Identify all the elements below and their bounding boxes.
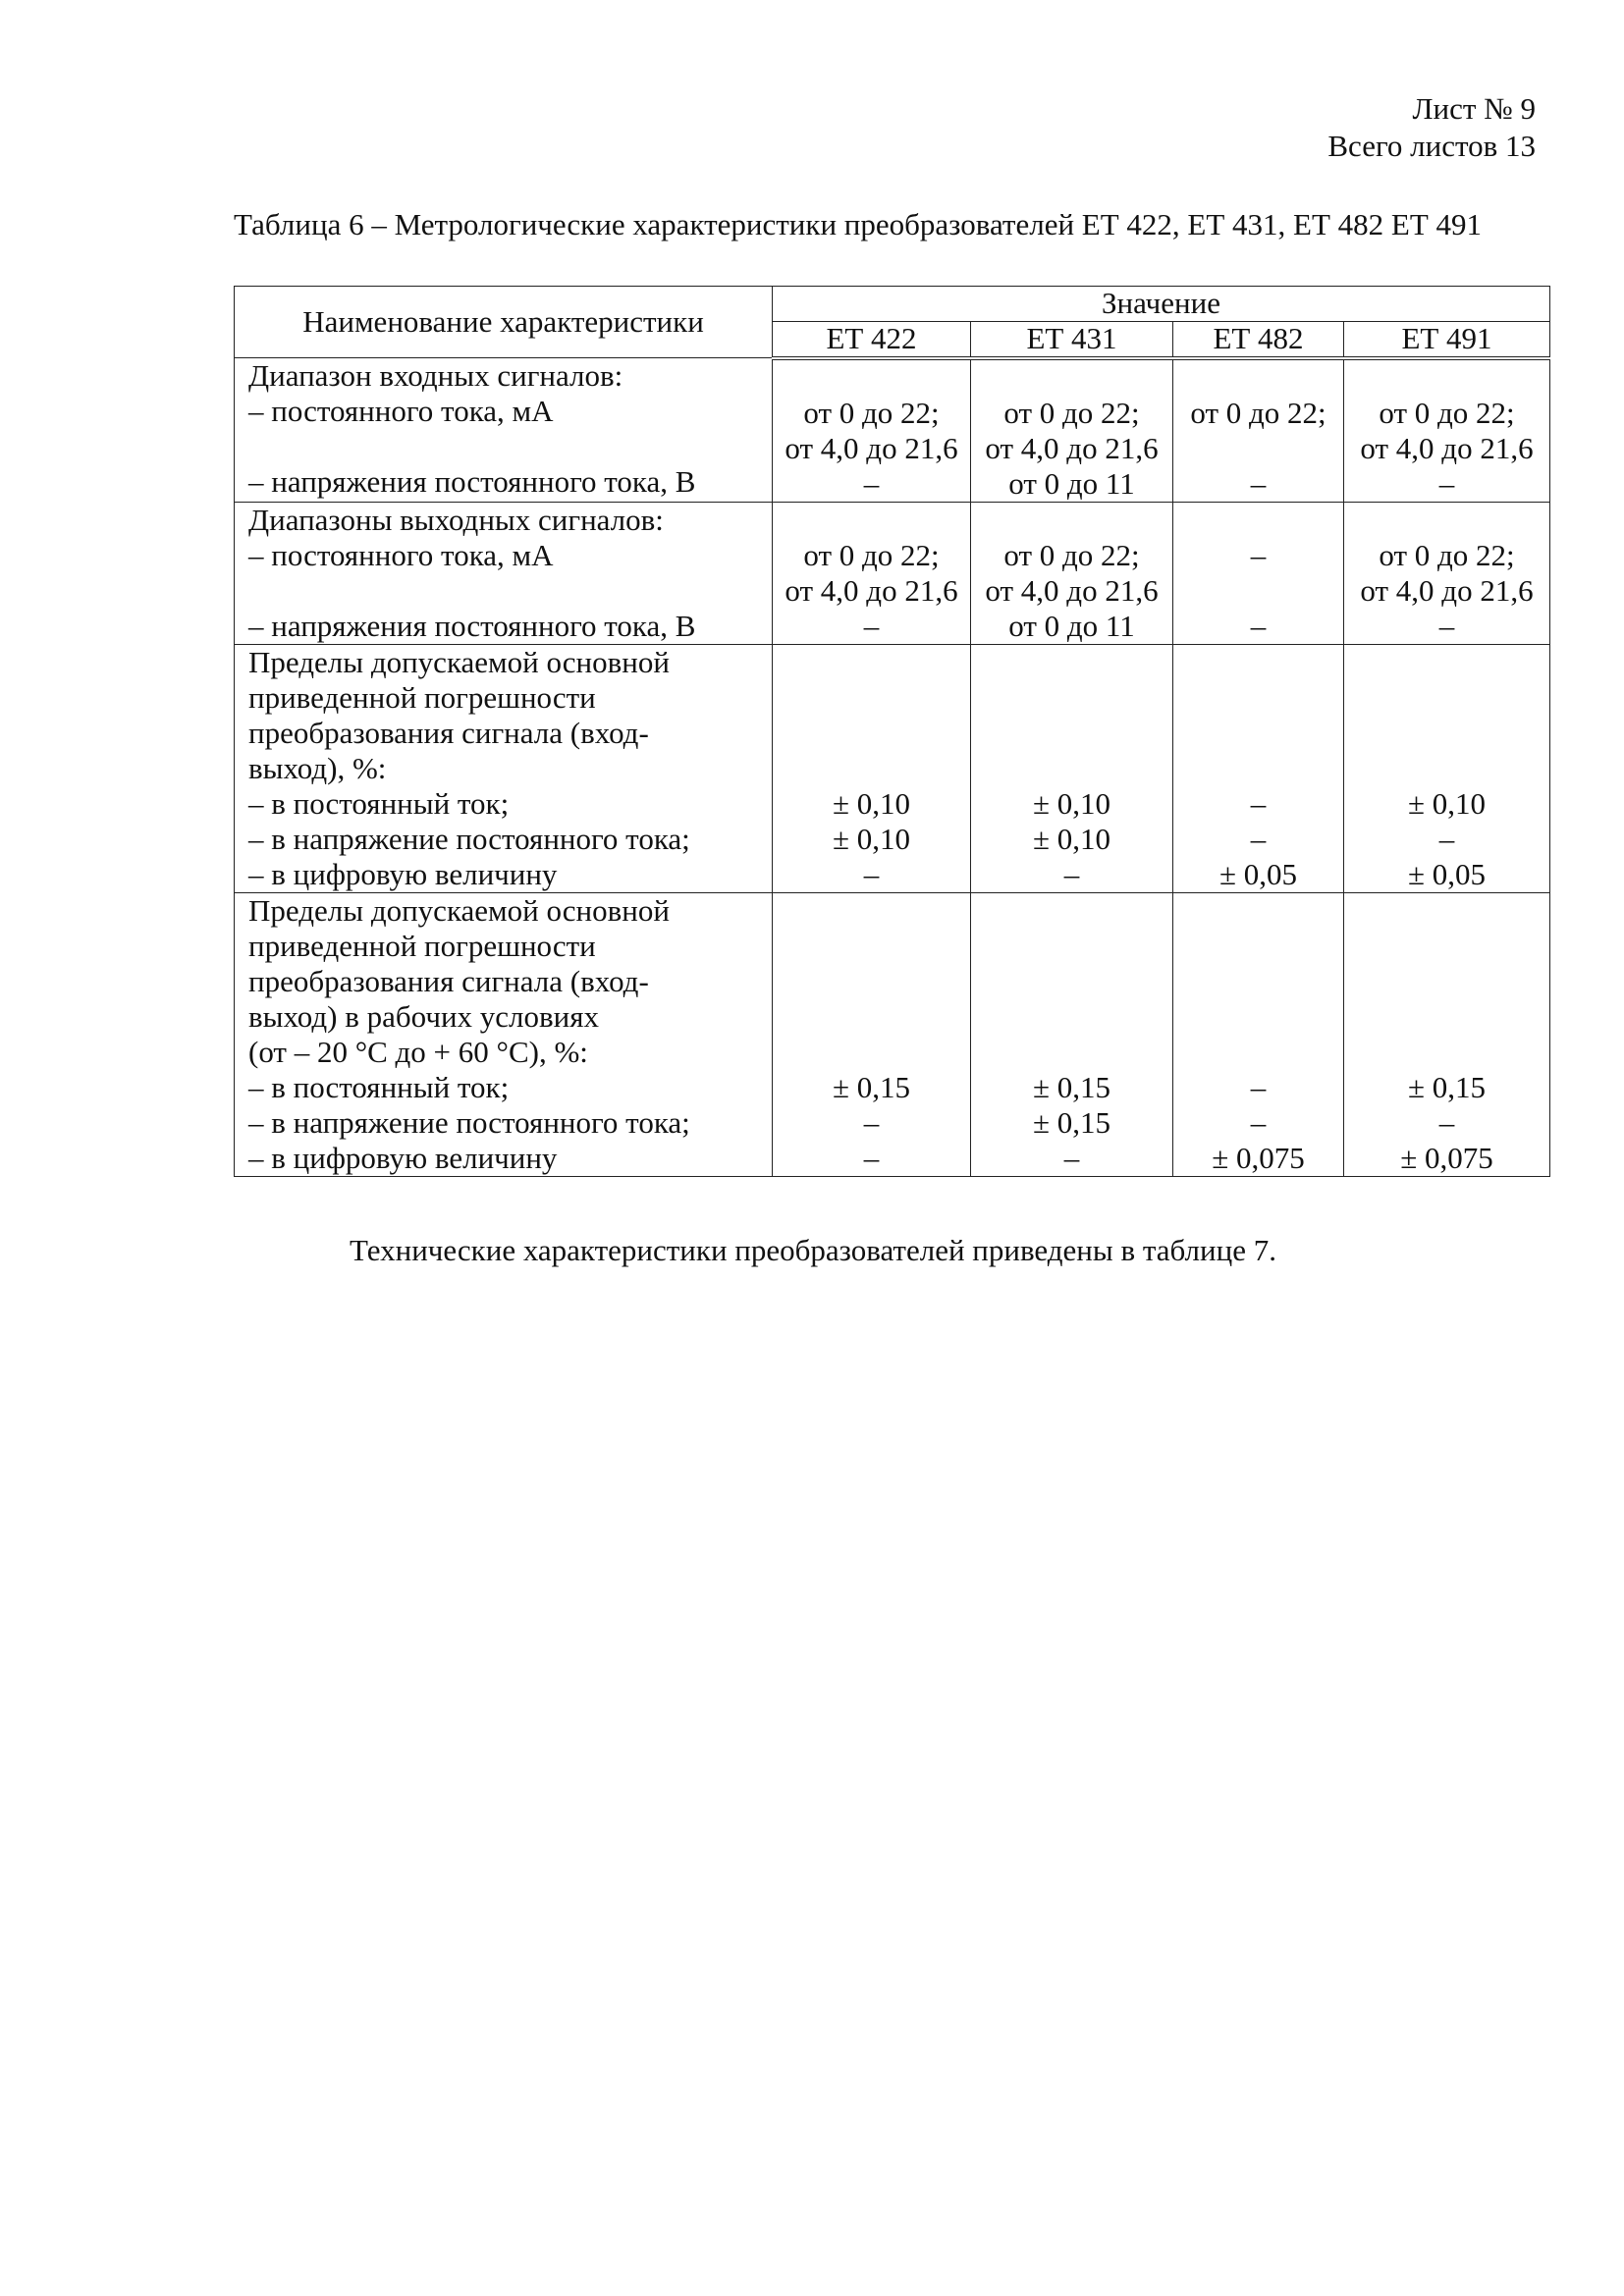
characteristic-line: – в постоянный ток;	[248, 785, 510, 821]
column-header-et431: ЕТ 431	[971, 321, 1173, 357]
value-line: от 0 до 11	[1008, 465, 1135, 501]
value-line: ± 0,15	[1407, 1069, 1486, 1104]
table-row	[235, 644, 1550, 892]
value-line: –	[863, 1140, 880, 1175]
value-line	[1344, 893, 1549, 929]
value-cell-et491	[1344, 644, 1550, 892]
value-line	[1344, 503, 1549, 538]
value-line: от 4,0 до 21,6	[985, 572, 1159, 608]
characteristic-line: – в цифровую величину	[248, 856, 558, 891]
characteristic-line: – в цифровую величину	[248, 1140, 558, 1175]
footer-note: Технические характеристики преобразователей приведены в таблице 7.	[350, 1233, 1276, 1267]
value-line: от 4,0 до 21,6	[1360, 430, 1534, 465]
value-line: –	[1250, 537, 1267, 572]
characteristic-line	[248, 429, 772, 464]
value-cell-et422	[773, 892, 971, 1176]
value-cell-et491	[1344, 502, 1550, 644]
value-line	[1344, 645, 1549, 680]
value-line: от 0 до 11	[1008, 608, 1135, 643]
characteristic-line: приведенной погрешности	[248, 928, 596, 963]
value-line	[1173, 751, 1343, 786]
value-line	[773, 999, 970, 1035]
value-cell-et491	[1344, 358, 1550, 503]
value-line	[971, 751, 1172, 786]
value-line	[1344, 964, 1549, 999]
column-group-header: Значение	[773, 287, 1550, 322]
value-line: от 0 до 22;	[1379, 537, 1515, 572]
value-line: ± 0,10	[1407, 785, 1486, 821]
characteristic-line	[248, 573, 772, 609]
value-line	[1344, 751, 1549, 786]
value-line	[971, 503, 1172, 538]
value-line: ± 0,05	[1407, 856, 1486, 891]
value-line: –	[1438, 465, 1455, 501]
value-line	[971, 360, 1172, 396]
table-header-row	[235, 287, 1550, 322]
value-line: –	[1438, 821, 1455, 856]
characteristic-line: преобразования сигнала (вход-	[248, 715, 649, 750]
table-caption: Таблица 6 – Метрологические характеристики преобразователей ЕТ 422, ЕТ 431, ЕТ 482 ЕТ 491	[234, 207, 1483, 241]
value-line: от 0 до 22;	[803, 395, 940, 430]
value-line: ± 0,10	[832, 821, 910, 856]
value-line: ± 0,075	[1400, 1140, 1493, 1175]
value-line	[1173, 360, 1343, 396]
characteristic-name-cell	[235, 502, 773, 644]
value-line: от 0 до 22;	[1190, 395, 1326, 430]
value-line	[1173, 503, 1343, 538]
characteristic-line: приведенной погрешности	[248, 679, 596, 715]
value-line	[971, 680, 1172, 716]
value-line: от 4,0 до 21,6	[785, 430, 958, 465]
value-cell-et482	[1173, 892, 1344, 1176]
value-cell-et482	[1173, 644, 1344, 892]
value-line	[1344, 999, 1549, 1035]
value-line: от 4,0 до 21,6	[1360, 572, 1534, 608]
value-line: от 4,0 до 21,6	[985, 430, 1159, 465]
value-line: –	[1063, 1140, 1080, 1175]
value-line: –	[1438, 1104, 1455, 1140]
value-line: –	[1438, 608, 1455, 643]
column-header-et491: ЕТ 491	[1344, 321, 1550, 357]
value-line	[1344, 360, 1549, 396]
value-line: от 0 до 22;	[1379, 395, 1515, 430]
value-cell-et422	[773, 358, 971, 503]
value-line: ± 0,10	[832, 785, 910, 821]
characteristic-line: Пределы допускаемой основной	[248, 644, 670, 679]
value-line	[1173, 893, 1343, 929]
value-line	[1173, 431, 1343, 466]
value-cell-et431	[971, 892, 1173, 1176]
value-line	[971, 929, 1172, 964]
value-line: –	[863, 608, 880, 643]
value-line	[1344, 929, 1549, 964]
value-line: –	[863, 465, 880, 501]
characteristic-line: Пределы допускаемой основной	[248, 892, 670, 928]
value-line: ± 0,075	[1212, 1140, 1305, 1175]
total-sheets: Всего листов 13	[1327, 129, 1536, 163]
value-cell-et491	[1344, 892, 1550, 1176]
value-line: ± 0,10	[1032, 821, 1110, 856]
characteristic-line: – напряжения постоянного тока, В	[248, 464, 696, 499]
value-cell-et422	[773, 644, 971, 892]
value-line	[971, 893, 1172, 929]
value-line	[773, 893, 970, 929]
value-line: –	[863, 856, 880, 891]
value-line	[773, 503, 970, 538]
value-line	[1173, 680, 1343, 716]
table-row	[235, 358, 1550, 503]
characteristic-line: – постоянного тока, мА	[248, 394, 554, 428]
value-line	[773, 929, 970, 964]
value-line	[1173, 964, 1343, 999]
value-line	[971, 716, 1172, 751]
column-header-name: Наименование характеристики	[235, 287, 773, 358]
characteristic-name-cell	[235, 358, 773, 503]
value-line	[773, 716, 970, 751]
value-line	[1344, 716, 1549, 751]
table-row	[235, 502, 1550, 644]
characteristic-line: выход) в рабочих условиях	[248, 998, 599, 1034]
value-line	[773, 360, 970, 396]
value-line: –	[1250, 785, 1267, 821]
characteristic-line: Диапазон входных сигналов:	[248, 358, 623, 393]
characteristic-line: выход), %:	[248, 750, 387, 785]
value-line: –	[863, 1104, 880, 1140]
column-header-et482: ЕТ 482	[1173, 321, 1344, 357]
value-line	[1344, 680, 1549, 716]
value-line	[773, 680, 970, 716]
characteristic-line: – в напряжение постоянного тока;	[248, 821, 690, 856]
value-line: –	[1250, 1069, 1267, 1104]
value-line: ± 0,05	[1218, 856, 1297, 891]
value-line: ± 0,15	[1032, 1104, 1110, 1140]
characteristic-line: преобразования сигнала (вход-	[248, 963, 649, 998]
characteristic-line: – в напряжение постоянного тока;	[248, 1104, 690, 1140]
value-line	[971, 999, 1172, 1035]
value-line: ± 0,10	[1032, 785, 1110, 821]
value-line	[773, 964, 970, 999]
characteristic-line: – напряжения постоянного тока, В	[248, 608, 696, 643]
characteristic-name-cell	[235, 892, 773, 1176]
value-line: –	[1250, 465, 1267, 501]
value-cell-et431	[971, 358, 1173, 503]
value-line: от 0 до 22;	[1003, 395, 1140, 430]
characteristic-line: – в постоянный ток;	[248, 1069, 510, 1104]
value-line: –	[1250, 1104, 1267, 1140]
value-line	[971, 964, 1172, 999]
value-line: ± 0,15	[1032, 1069, 1110, 1104]
value-cell-et431	[971, 644, 1173, 892]
value-line	[1344, 1035, 1549, 1070]
value-line	[1173, 573, 1343, 609]
value-line: от 4,0 до 21,6	[785, 572, 958, 608]
value-cell-et482	[1173, 502, 1344, 644]
value-line	[1173, 999, 1343, 1035]
characteristic-line: (от – 20 °С до + 60 °С), %:	[248, 1034, 588, 1069]
table-row	[235, 892, 1550, 1176]
value-line	[773, 1035, 970, 1070]
page-header	[1327, 90, 1536, 165]
value-line: от 0 до 22;	[1003, 537, 1140, 572]
value-line	[1173, 645, 1343, 680]
value-line: ± 0,15	[832, 1069, 910, 1104]
value-line	[773, 751, 970, 786]
value-line: –	[1063, 856, 1080, 891]
value-line	[1173, 929, 1343, 964]
characteristic-line: – постоянного тока, мА	[248, 537, 554, 572]
value-cell-et431	[971, 502, 1173, 644]
metrology-table	[234, 286, 1550, 1177]
column-header-et422: ЕТ 422	[773, 321, 971, 357]
characteristic-line: Диапазоны выходных сигналов:	[248, 502, 664, 537]
value-line	[971, 645, 1172, 680]
value-line: –	[1250, 821, 1267, 856]
value-line	[1173, 716, 1343, 751]
sheet-number: Лист № 9	[1412, 91, 1536, 126]
value-line: от 0 до 22;	[803, 537, 940, 572]
value-line	[1173, 1035, 1343, 1070]
value-line	[773, 645, 970, 680]
characteristic-name-cell	[235, 644, 773, 892]
value-cell-et482	[1173, 358, 1344, 503]
value-cell-et422	[773, 502, 971, 644]
value-line: –	[1250, 608, 1267, 643]
value-line	[971, 1035, 1172, 1070]
